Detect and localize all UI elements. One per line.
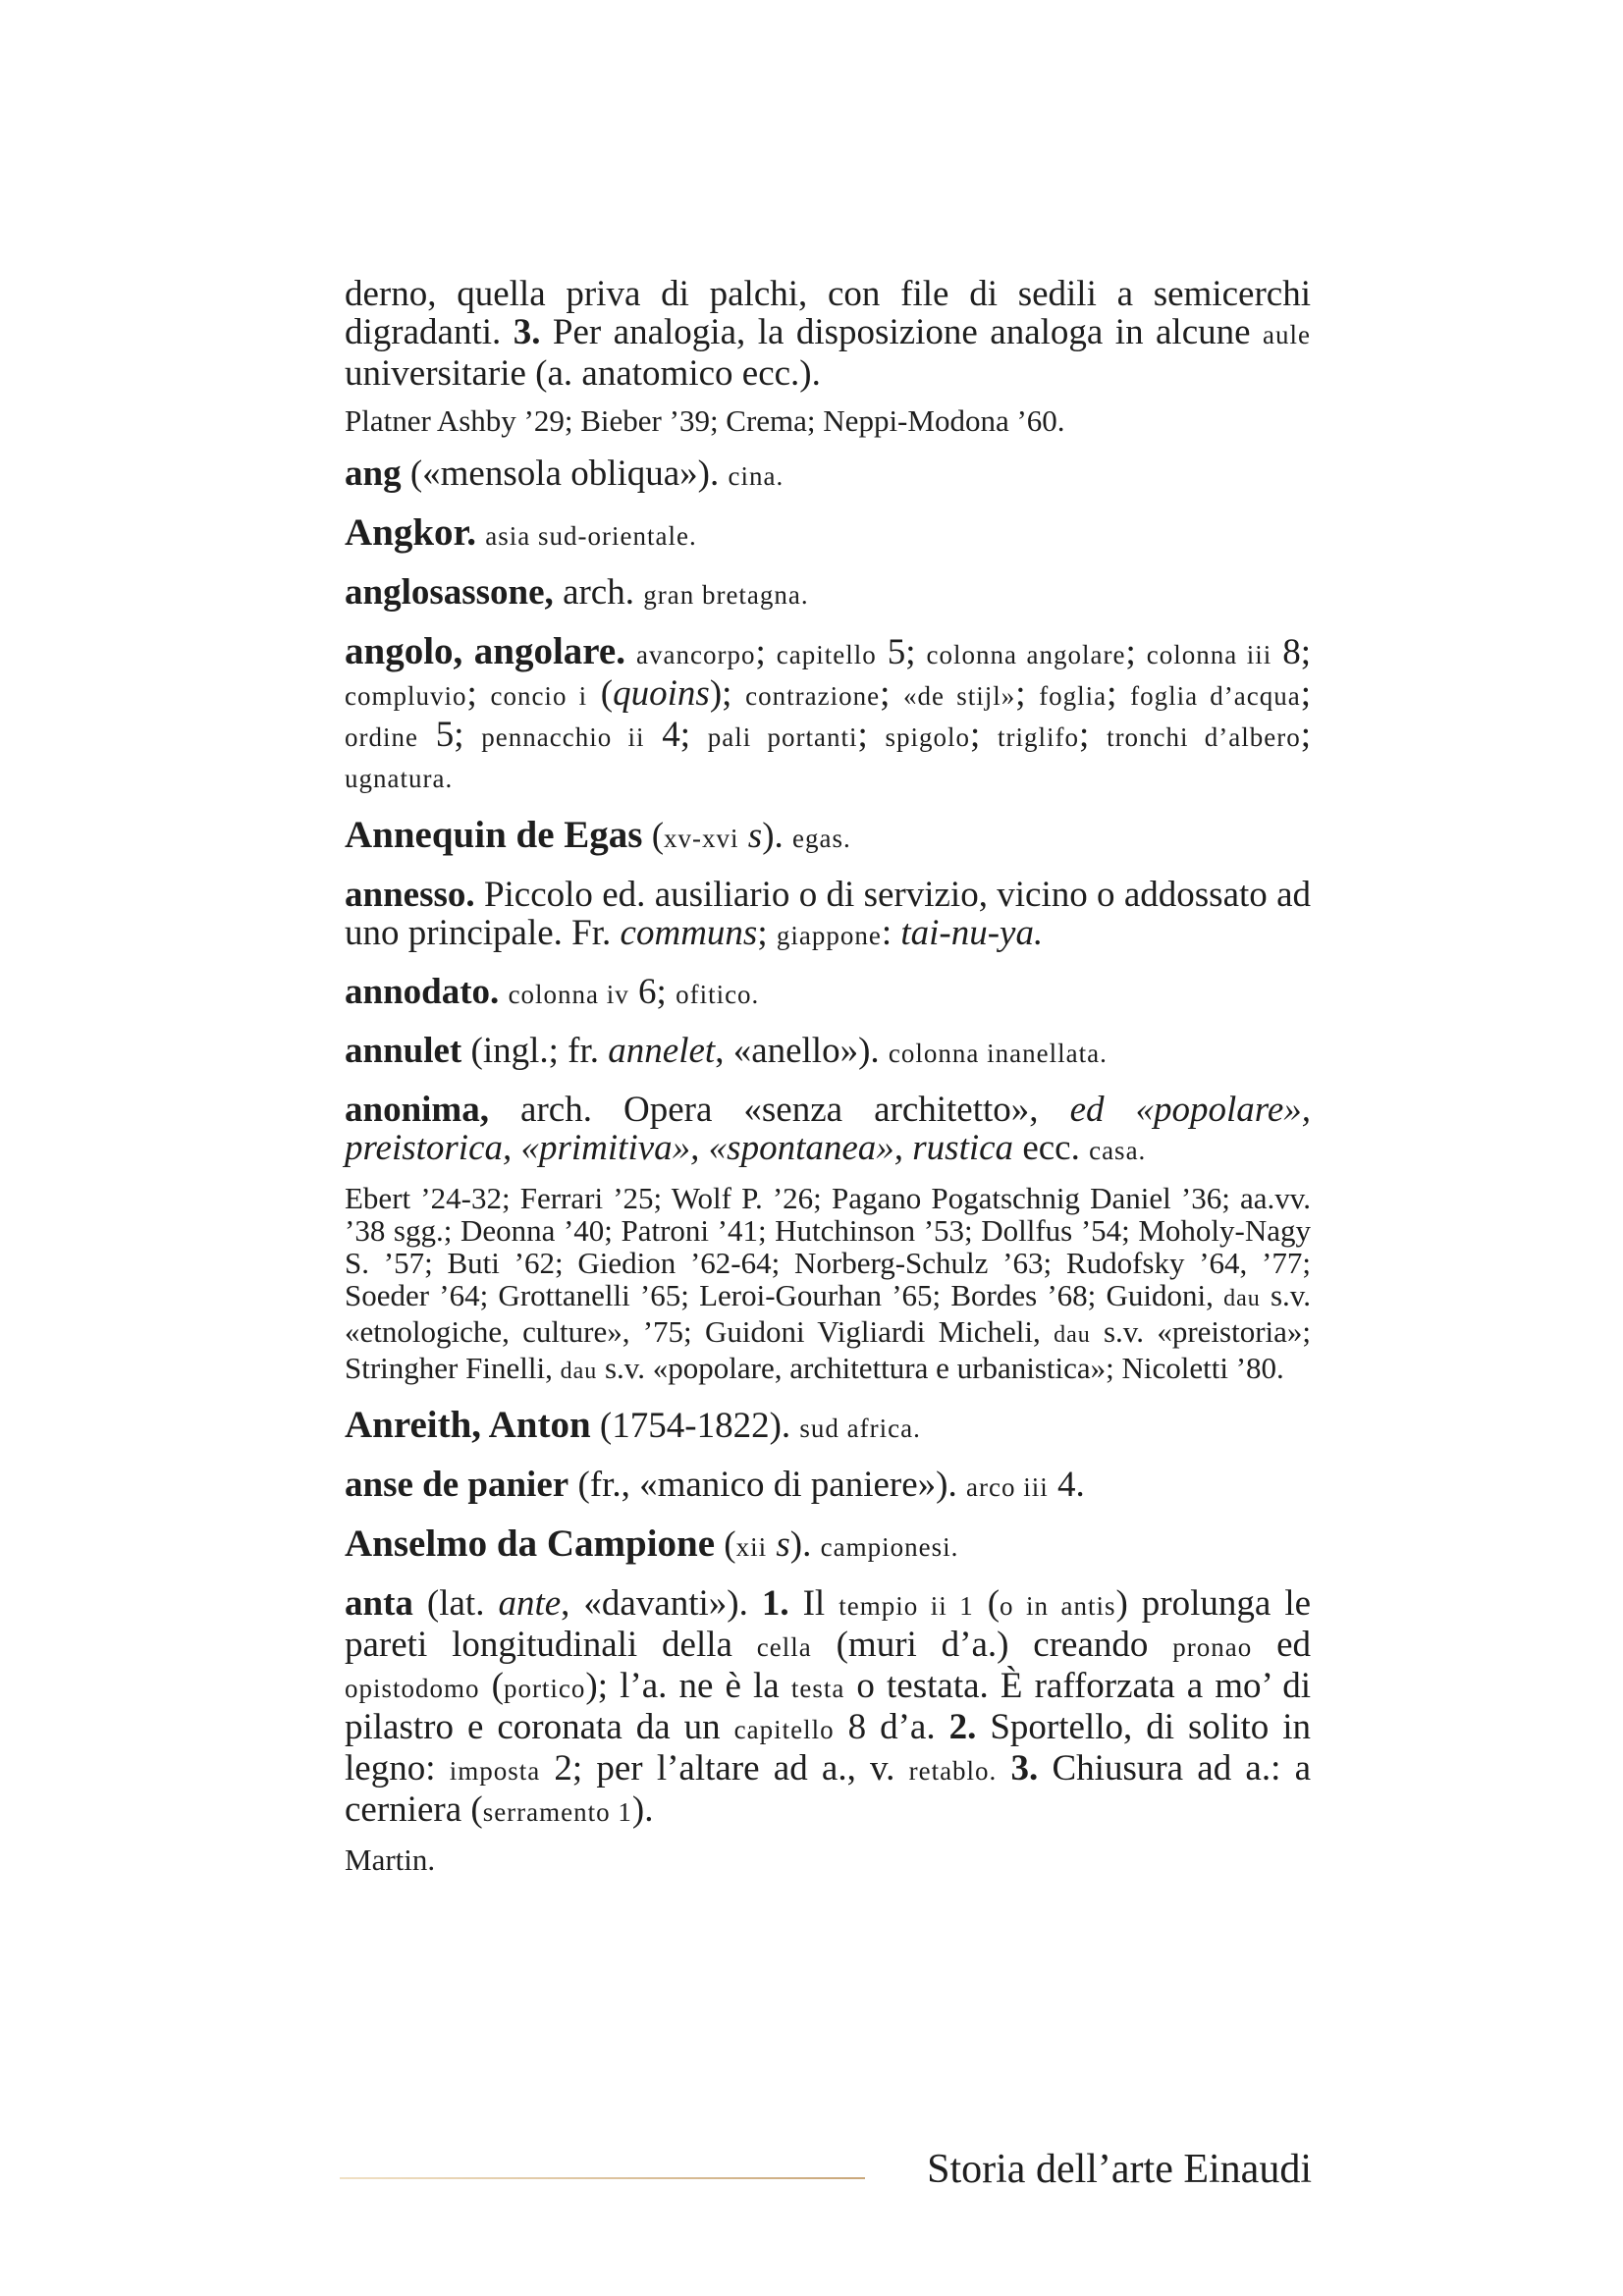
text: ).	[789, 1524, 821, 1565]
sense-number: 3.	[513, 312, 541, 352]
text: ;	[857, 715, 886, 755]
text: ;	[1300, 673, 1312, 714]
cross-reference[interactable]: gran bretagna.	[643, 580, 809, 610]
text: 4.	[1048, 1465, 1085, 1505]
cross-reference[interactable]: colonna inanellata.	[888, 1039, 1108, 1068]
text: (	[715, 1524, 736, 1565]
cross-reference[interactable]: triglifo	[998, 722, 1080, 752]
cross-reference[interactable]: testa	[790, 1674, 845, 1703]
text: 6;	[628, 972, 676, 1012]
text: (muri d’a.) creando	[811, 1625, 1173, 1665]
text: («mensola obliqua»).	[401, 454, 729, 494]
text: ed	[1252, 1625, 1312, 1665]
headword: Anselmo da Campione	[345, 1522, 716, 1565]
text: ;	[880, 673, 904, 714]
headword: anonima,	[345, 1090, 490, 1130]
entry-anreith	[345, 1406, 1311, 1448]
abbreviation: dau	[560, 1359, 598, 1384]
text: ;	[1300, 715, 1312, 755]
cross-reference[interactable]: cella	[756, 1632, 812, 1662]
text	[739, 816, 748, 856]
text: ) prolunga le pareti longitudinali della	[345, 1583, 1312, 1665]
headword: Angkor.	[345, 511, 477, 554]
sense-number: 1.	[761, 1583, 789, 1624]
text: ;	[1079, 715, 1108, 755]
text: ;	[1015, 673, 1040, 714]
cross-reference[interactable]: colonna angolare	[926, 640, 1126, 669]
italic-term: communs	[620, 913, 758, 953]
cross-reference[interactable]: tempio ii 1	[839, 1591, 974, 1621]
text: (	[973, 1583, 1001, 1624]
text: Per analogia, la disposizione analoga in alcune	[540, 312, 1264, 352]
text: 8 d’a.	[834, 1707, 949, 1747]
text	[767, 1524, 776, 1565]
text	[997, 1748, 1010, 1789]
cross-reference[interactable]: foglia	[1039, 681, 1108, 711]
cross-reference[interactable]: opistodomo	[345, 1674, 480, 1703]
italic-term: quoins	[613, 673, 710, 714]
page-footer	[340, 2136, 1312, 2195]
cross-reference[interactable]: «de stijl»	[903, 681, 1016, 711]
text: Il	[788, 1583, 839, 1624]
entry-annesso	[345, 876, 1311, 955]
headword: Anreith, Anton	[345, 1404, 591, 1446]
text: arch. Opera «senza architetto»,	[489, 1090, 1070, 1130]
cross-reference[interactable]: pennacchio ii	[481, 722, 645, 752]
text: ;	[1107, 673, 1131, 714]
text: (1754-1822).	[590, 1406, 800, 1446]
entry-ang	[345, 454, 1311, 496]
text: ecc.	[1013, 1128, 1090, 1168]
cross-reference[interactable]: ugnatura.	[345, 764, 454, 793]
cross-reference[interactable]: aule	[1263, 320, 1311, 349]
cross-reference[interactable]: cina.	[728, 461, 784, 491]
bibliography: Platner Ashby ’29; Bieber ’39; Crema; Neppi-Modona ’60.	[345, 403, 1065, 438]
cross-reference[interactable]: contrazione	[745, 681, 881, 711]
cross-reference[interactable]: colonna iii	[1146, 640, 1272, 669]
cross-reference[interactable]: colonna iv	[508, 980, 629, 1009]
text: 4;	[644, 715, 708, 755]
text: , «davanti»).	[561, 1583, 762, 1624]
text: (	[479, 1666, 504, 1706]
italic-term: s	[747, 816, 763, 856]
italic-term: s	[776, 1524, 790, 1565]
sense-number: 2.	[948, 1707, 977, 1747]
cross-reference[interactable]: spigolo	[885, 722, 970, 752]
bibliography-text: s.v. «popolare, architettura e urbanistica»; Nicoletti ’80.	[597, 1351, 1284, 1385]
text: (	[642, 816, 665, 856]
entry-anse-de-panier	[345, 1466, 1311, 1507]
entry-anglosassone	[345, 573, 1311, 614]
cross-reference[interactable]: avancorpo	[636, 640, 756, 669]
entry-anonima	[345, 1091, 1311, 1170]
cross-reference[interactable]: concio i	[490, 681, 588, 711]
cross-reference[interactable]: sud africa.	[799, 1414, 921, 1443]
cross-reference[interactable]: tronchi d’albero	[1107, 722, 1301, 752]
publisher-label: Storia dell’arte Einaudi	[927, 2147, 1312, 2192]
text: (	[587, 673, 614, 714]
cross-reference[interactable]: imposta	[449, 1756, 541, 1786]
century-label: xv-xvi	[664, 824, 739, 853]
text: (fr., «manico di paniere»).	[568, 1465, 966, 1505]
cross-reference[interactable]: asia sud-orientale.	[485, 521, 697, 551]
bibliography	[345, 1182, 1311, 1388]
text: o testata. È rafforzata a mo’ di pilastro e coronata da un	[345, 1666, 1312, 1747]
text: ); l’a. ne è la	[585, 1666, 791, 1706]
cross-reference[interactable]: retablo.	[908, 1756, 998, 1786]
headword: Annequin de Egas	[345, 814, 643, 856]
italic-term: ante	[498, 1583, 562, 1624]
text: 2; per l’altare ad a., v.	[540, 1748, 909, 1789]
headword: annodato.	[345, 972, 500, 1012]
text: ;	[1125, 632, 1147, 672]
text: Chiusura ad a.: a cerniera (	[345, 1748, 1312, 1830]
text: , «anello»).	[715, 1031, 889, 1071]
headword: annesso.	[345, 875, 475, 915]
italic-term: ed «popolare», preistorica, «primitiva», «spontanea», rustica	[345, 1090, 1311, 1168]
headword: angolo, angolare.	[345, 630, 625, 672]
bibliography-text: s.v. «etnologiche, culture», ’75; Guidoni Vigliardi Micheli,	[345, 1278, 1311, 1349]
italic-term: annelet	[608, 1031, 716, 1071]
headword: annulet	[345, 1031, 462, 1071]
entry-angkor	[345, 513, 1311, 556]
cross-reference[interactable]: ordine	[345, 722, 418, 752]
headword: anse de panier	[345, 1465, 569, 1505]
bibliography-text: s.v. «preistoria»; Stringher Finelli,	[345, 1314, 1312, 1385]
headword: ang	[345, 454, 402, 494]
entry-annulet	[345, 1032, 1311, 1073]
text: Piccolo ed. ausiliario o di servizio, vicino o addossato ad uno principale. Fr.	[345, 875, 1311, 953]
text: ).	[762, 816, 793, 856]
cross-reference[interactable]: portico	[503, 1674, 586, 1703]
sense-number: 3.	[1010, 1748, 1039, 1789]
cross-reference[interactable]: compluvio	[345, 681, 467, 711]
text: ;	[757, 913, 777, 953]
text: 8;	[1271, 632, 1312, 672]
abbreviation: dau	[1223, 1286, 1261, 1311]
bibliography: Martin.	[345, 1842, 436, 1877]
text: ;	[970, 715, 999, 755]
headword: anglosassone,	[345, 572, 554, 613]
entry-anselmo	[345, 1524, 1311, 1567]
cross-reference[interactable]: pali portanti	[707, 722, 858, 752]
cross-reference[interactable]: arco iii	[965, 1472, 1049, 1502]
century-label: xii	[735, 1532, 768, 1562]
entry-anta	[345, 1584, 1311, 1832]
text: derno, quella priva di palchi, con file di sedili a semicerchi digradanti.	[345, 274, 1311, 352]
text: ).	[631, 1789, 654, 1830]
abbreviation: dau	[1054, 1322, 1091, 1348]
text: );	[709, 673, 746, 714]
entry-anfiteatro-continuation	[345, 275, 1311, 393]
text: arch.	[553, 572, 644, 613]
cross-reference[interactable]: casa.	[1089, 1136, 1147, 1165]
cross-reference[interactable]: serramento 1	[482, 1797, 632, 1827]
headword: anta	[345, 1583, 413, 1624]
cross-reference[interactable]: giappone	[776, 921, 882, 950]
italic-term: tai-nu-ya.	[900, 913, 1044, 953]
cross-reference[interactable]: pronao	[1172, 1632, 1253, 1662]
entry-angolo	[345, 632, 1311, 798]
cross-reference[interactable]: o in antis	[1000, 1591, 1116, 1621]
text: 5;	[876, 632, 927, 672]
cross-reference[interactable]: foglia d’acqua	[1130, 681, 1301, 711]
text: (lat.	[412, 1583, 499, 1624]
text: universitarie (a. anatomico ecc.).	[345, 353, 821, 394]
cross-reference[interactable]: capitello	[733, 1715, 835, 1744]
text: Sportello, di solito in legno:	[345, 1707, 1311, 1789]
cross-reference[interactable]: ofitico.	[676, 980, 760, 1009]
text: :	[881, 913, 901, 953]
text: (ingl.; fr.	[461, 1031, 609, 1071]
dictionary-text	[345, 275, 1311, 1876]
cross-reference[interactable]: campionesi.	[820, 1532, 959, 1562]
entry-annodato	[345, 973, 1311, 1014]
cross-reference[interactable]: egas.	[792, 824, 851, 853]
cross-reference[interactable]: capitello	[776, 640, 877, 669]
bibliography-text: Ebert ’24-32; Ferrari ’25; Wolf P. ’26; Pagano Pogatschnig Daniel ’36; aa.vv. ’38 sgg.; Deonna ’40; Patroni ’41; Hutchinson ’53; Dollfus ’54; Moholy-Nagy S. ’57; Buti ’62; Giedion ’62-64; Norberg-Schulz ’63; Rudofsky ’64, ’77; Soeder ’64; Grottanelli ’65; Leroi-Gourhan ’65; Bordes ’68; Guidoni,	[345, 1181, 1311, 1312]
text: ;	[755, 632, 777, 672]
entry-annequin	[345, 816, 1311, 858]
text: 5;	[417, 715, 482, 755]
footer-rule	[340, 2177, 865, 2179]
text: ;	[466, 673, 491, 714]
